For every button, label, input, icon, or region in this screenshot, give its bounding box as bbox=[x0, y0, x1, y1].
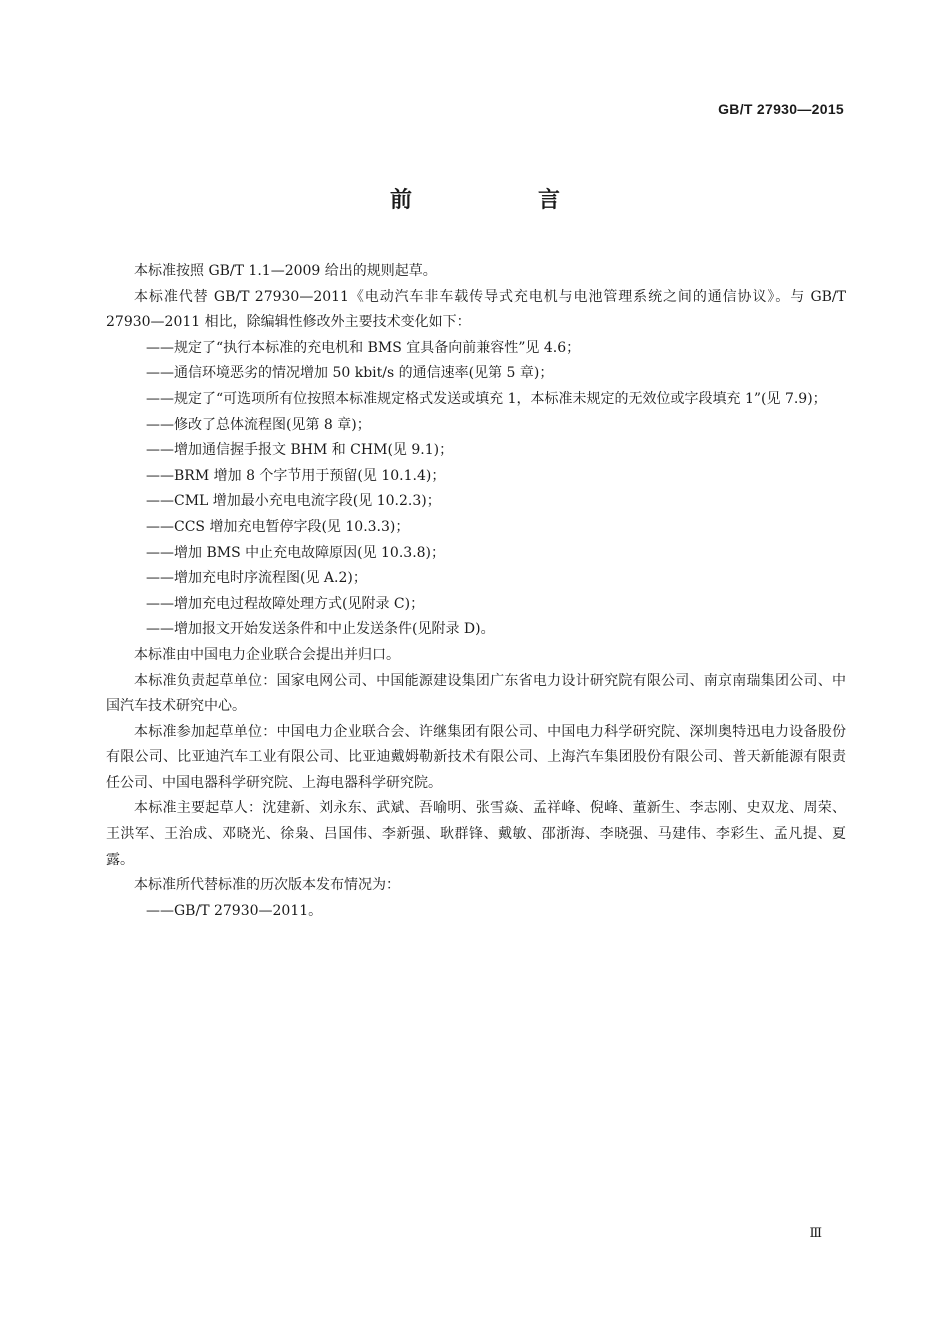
change-item: ——修改了总体流程图(见第 8 章)； bbox=[146, 416, 371, 433]
replacement-paragraph: 本标准代替 GB/T 27930—2011《电动汽车非车载传导式充电机与电池管理系统之间的通信协议》。与 GB/T 27930—2011 相比，除编辑性修改外主要技术变化如下： bbox=[106, 288, 846, 331]
history-intro-paragraph: 本标准所代替标准的历次版本发布情况为： bbox=[134, 877, 400, 894]
lead-drafters-paragraph: 本标准负责起草单位：国家电网公司、中国能源建设集团广东省电力设计研究院有限公司、南京南瑞集团公司、中国汽车技术研究中心。 bbox=[106, 672, 846, 715]
change-item: ——BRM 增加 8 个字节用于预留(见 10.1.4)； bbox=[146, 467, 446, 484]
document-body bbox=[106, 259, 846, 924]
page-number: Ⅲ bbox=[809, 1226, 822, 1241]
history-item: ——GB/T 27930—2011。 bbox=[146, 902, 323, 919]
change-item: ——CCS 增加充电暂停字段(见 10.3.3)； bbox=[146, 518, 410, 535]
standard-code: GB/T 27930—2015 bbox=[718, 101, 844, 117]
page-title: 前 言 bbox=[389, 188, 612, 213]
change-item: ——规定了“执行本标准的充电机和 BMS 宜具备向前兼容性”见 4.6； bbox=[146, 339, 581, 356]
main-drafters-paragraph: 本标准主要起草人：沈建新、刘永东、武斌、吾喻明、张雪焱、孟祥峰、倪峰、董新生、李志刚、史双龙、周荣、王洪军、王治成、邓晓光、徐枭、吕国伟、李新强、耿群锋、戴敏、邵浙海、李晓强、马建伟、李彩生、孟凡提、夏露。 bbox=[106, 800, 846, 868]
proposer-paragraph: 本标准由中国电力企业联合会提出并归口。 bbox=[134, 646, 400, 663]
change-item: ——通信环境恶劣的情况增加 50 kbit/s 的通信速率(见第 5 章)； bbox=[146, 365, 554, 382]
participating-drafters-paragraph: 本标准参加起草单位：中国电力企业联合会、许继集团有限公司、中国电力科学研究院、深圳奥特迅电力设备股份有限公司、比亚迪汽车工业有限公司、比亚迪戴姆勒新技术有限公司、上海汽车集团股份有限公司、普天新能源有限责任公司、中国电器科学研究院、上海电器科学研究院。 bbox=[106, 723, 846, 791]
change-item: ——增加充电过程故障处理方式(见附录 C)； bbox=[146, 595, 425, 612]
change-item: ——增加通信握手报文 BHM 和 CHM(见 9.1)； bbox=[146, 442, 454, 459]
change-item: ——增加充电时序流程图(见 A.2)； bbox=[146, 570, 367, 587]
change-item: ——规定了“可选项所有位按照本标准规定格式发送或填充 1，本标准未规定的无效位或字段填充 1”(见 7.9)； bbox=[146, 390, 827, 407]
drafting-rule-paragraph: 本标准按照 GB/T 1.1—2009 给出的规则起草。 bbox=[134, 263, 437, 279]
change-item: ——增加 BMS 中止充电故障原因(见 10.3.8)； bbox=[146, 544, 446, 561]
change-item: ——增加报文开始发送条件和中止发送条件(见附录 D)。 bbox=[146, 621, 495, 638]
change-item: ——CML 增加最小充电电流字段(见 10.2.3)； bbox=[146, 493, 441, 510]
